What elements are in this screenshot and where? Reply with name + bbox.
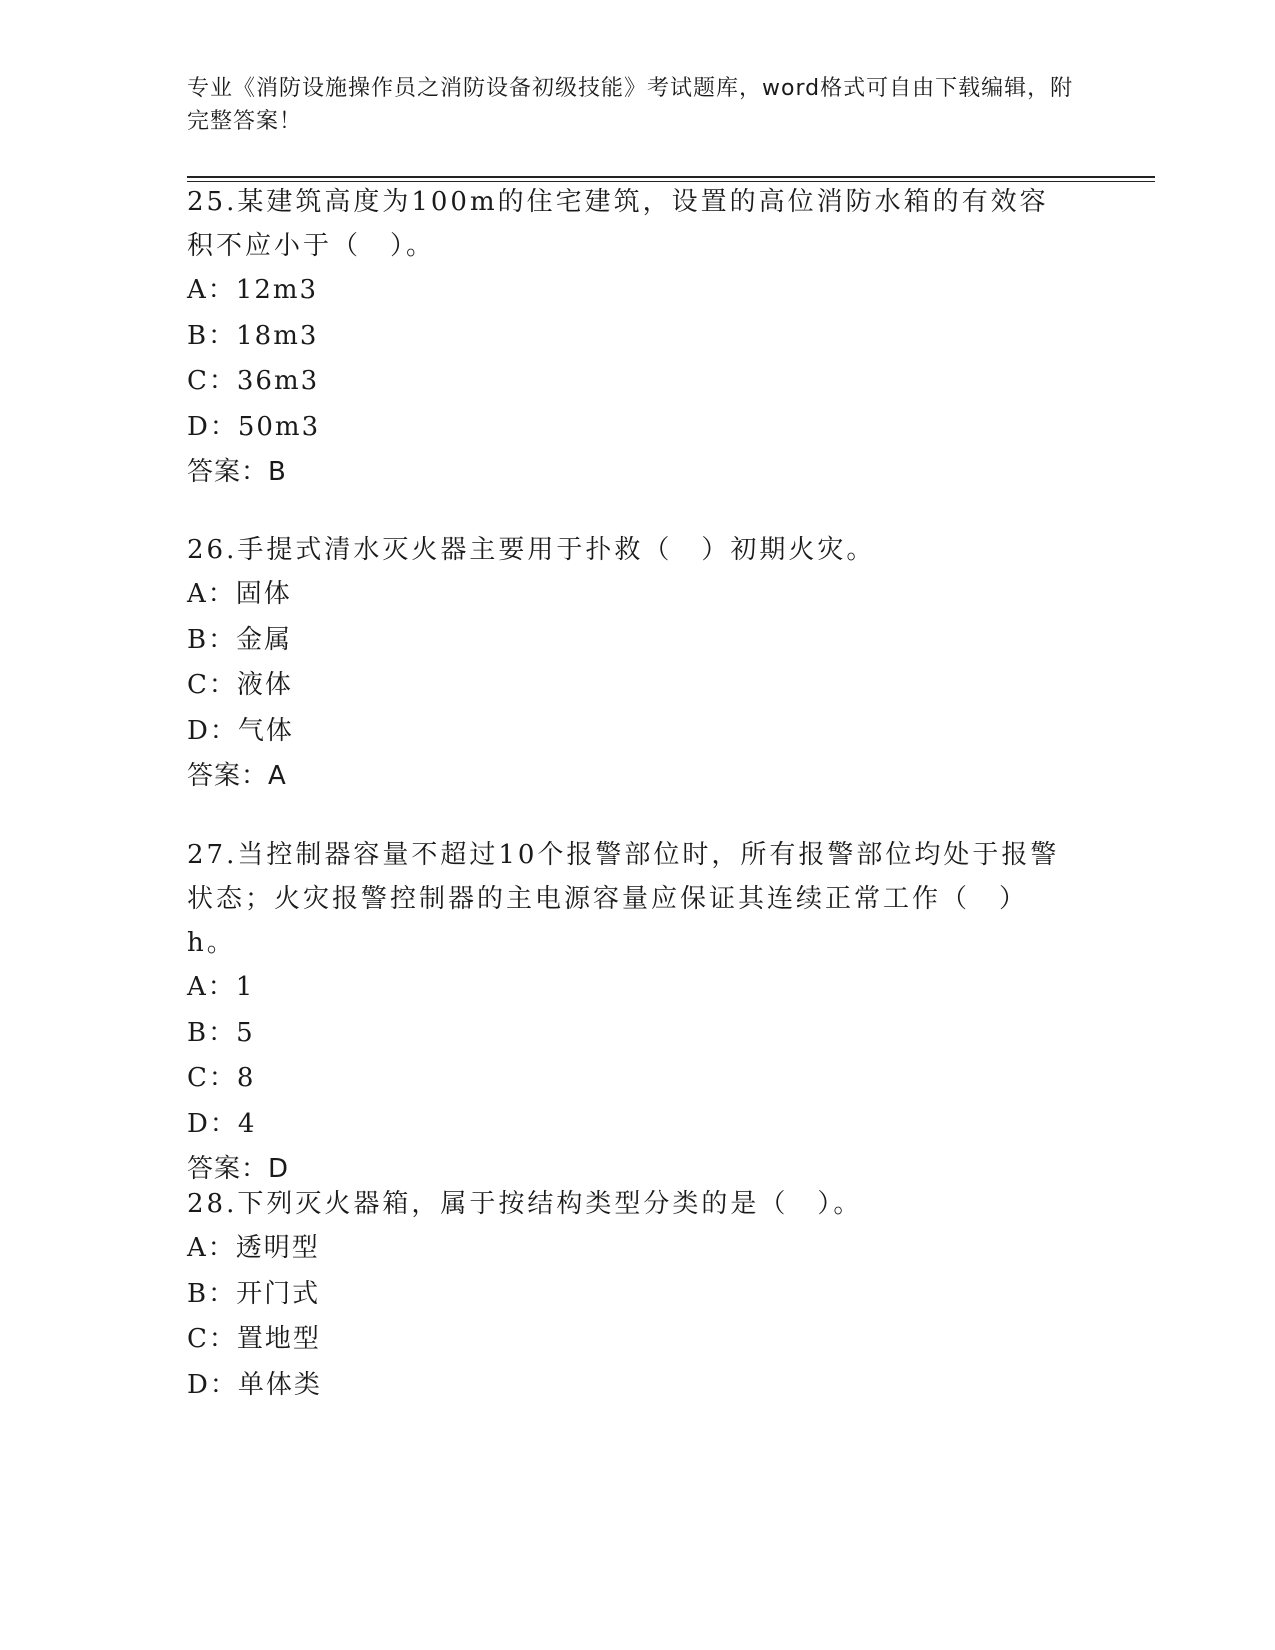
option-b: B：金属 [187,624,293,655]
answer-label: 答案：D [187,1154,290,1184]
question-stem: 27.当控制器容量不超过10个报警部位时，所有报警部位均处于报警状态；火灾报警控制器的主电源容量应保证其连续正常工作（ ）h。 [187,840,1060,958]
question-26 [187,528,1067,798]
question-28 [187,1182,1067,1408]
option-d: D：4 [187,1108,257,1139]
question-27 [187,833,1067,1191]
option-a: A：固体 [187,579,292,609]
option-a: A：1 [187,972,255,1002]
option-d: D：气体 [187,715,294,746]
answer-label: 答案：A [187,761,287,791]
option-a: A：透明型 [187,1233,320,1263]
option-d: D：50m3 [187,411,321,442]
option-b: B：开门式 [187,1278,321,1309]
option-c: C：置地型 [187,1324,321,1354]
question-25 [187,180,1067,494]
option-c: C：8 [187,1063,256,1093]
document-header [187,72,1087,138]
question-stem: 28.下列灭火器箱，属于按结构类型分类的是（ ）。 [187,1189,863,1219]
answer-label: 答案：B [187,457,287,487]
header-intro-text: 专业《消防设施操作员之消防设备初级技能》考试题库，word格式可自由下载编辑，附完整答案！ [187,76,1074,134]
option-b: B：18m3 [187,320,319,351]
question-stem: 25.某建筑高度为100m的住宅建筑，设置的高位消防水箱的有效容积不应小于（ ）。 [187,187,1049,261]
option-c: C：液体 [187,670,293,700]
option-b: B：5 [187,1017,255,1048]
question-stem: 26.手提式清水灭火器主要用于扑救（ ）初期火灾。 [187,535,876,565]
option-a: A：12m3 [187,275,319,305]
option-d: D：单体类 [187,1369,322,1400]
option-c: C：36m3 [187,366,320,396]
